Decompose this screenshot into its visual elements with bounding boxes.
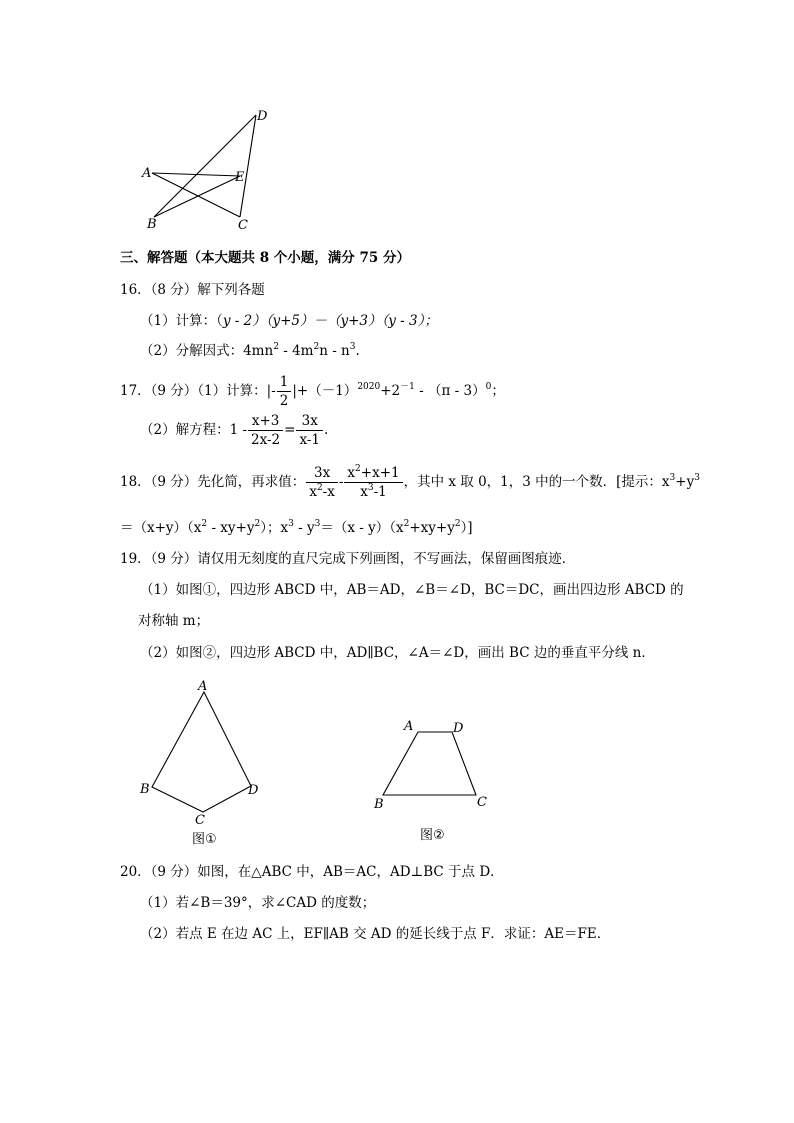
segment-AC — [152, 173, 240, 217]
fraction — [248, 412, 283, 449]
q18-tail: +y — [675, 474, 695, 490]
term: x — [309, 484, 317, 500]
q16-part1-prefix: （1）计算：（ — [140, 313, 223, 329]
label-E: E — [235, 170, 245, 185]
fraction-denominator: 2 — [279, 393, 289, 409]
q16-part2-term: - 4m — [278, 343, 314, 359]
label-D: D — [248, 783, 259, 798]
term: ＝（x+y）（x — [120, 520, 202, 536]
figure-1-kite — [135, 675, 275, 850]
fraction-numerator: x+3 — [248, 412, 283, 431]
q18-line1 — [120, 462, 700, 502]
quadrilateral-ABCD — [152, 692, 251, 812]
label-B: B — [147, 217, 157, 232]
fraction-numerator: 3x — [296, 412, 323, 431]
label-B: B — [374, 797, 384, 812]
term: -1 — [373, 484, 387, 500]
caption-figure-1: 图① — [192, 832, 217, 847]
figure-2-trapezoid — [365, 712, 500, 847]
q17-part2 — [140, 411, 328, 449]
minus-sign: - — [338, 474, 344, 490]
term: ）；x — [260, 520, 289, 536]
exponent: 2 — [454, 519, 461, 529]
exponent: 2020 — [357, 382, 381, 392]
exponent: 3 — [349, 342, 356, 352]
fraction-denominator: 2x-2 — [251, 432, 281, 448]
q16-part2-end: . — [355, 343, 360, 359]
fraction-denominator: x-1 — [299, 432, 320, 448]
label-A: A — [404, 719, 414, 734]
q17-end: ； — [491, 383, 505, 399]
fraction-denominator — [344, 483, 402, 501]
segment-DC — [240, 115, 256, 217]
q19-heading: 19．（9 分）请仅用无刻度的直尺完成下列画图，不写画法，保留画图痕迹． — [120, 551, 576, 567]
fraction — [344, 464, 402, 501]
q18-line2 — [120, 519, 473, 537]
q19-part1-line1: （1）如图①，四边形 ABCD 中，AB＝AD，∠B＝∠D，BC＝DC，画出四边形 ABCD 的 — [140, 582, 684, 598]
q19-part2: （2）如图②，四边形 ABCD 中，AD∥BC，∠A＝∠D，画出 BC 边的垂直平分线 n． — [140, 645, 655, 661]
term: - y — [293, 520, 315, 536]
exponent: 3 — [669, 473, 676, 483]
exponent: 0 — [485, 382, 492, 392]
fraction-numerator: 1 — [277, 373, 292, 392]
q20-part1: （1）若∠B＝39°，求∠CAD 的度数； — [140, 895, 376, 911]
fraction — [306, 464, 338, 501]
q20-heading: 20．（9 分）如图，在△ABC 中，AB＝AC，AD⊥BC 于点 D． — [120, 864, 504, 880]
fraction-denominator — [306, 483, 338, 501]
fraction-one-half — [277, 373, 292, 410]
label-D: D — [453, 721, 464, 736]
term: - xy+y — [207, 520, 255, 536]
label-C: C — [195, 813, 205, 828]
segment-BD — [154, 115, 256, 217]
label-B: B — [140, 782, 150, 797]
label-D: D — [257, 109, 268, 124]
q16-part1-body: y - 2）（y+5）－（y+3）（y - 3）； — [222, 313, 438, 329]
q20-part2: （2）若点 E 在边 AC 上，EF∥AB 交 AD 的延长线于点 F．求证：AE＝FE． — [140, 926, 611, 942]
quadrilateral-ABCD — [383, 732, 476, 795]
exponent: 3 — [314, 519, 321, 529]
q17-part2-prefix: （2）解方程：1 - — [140, 422, 248, 438]
q16-part2 — [140, 342, 360, 360]
fraction-numerator — [344, 464, 402, 483]
exponent: 2 — [254, 519, 261, 529]
q18-heading: 18．（9 分）先化简，再求值： — [120, 474, 306, 490]
exponent: 2 — [403, 519, 410, 529]
term: x — [347, 465, 356, 481]
term: ）] — [460, 520, 473, 536]
q17-term: |+（－1） — [292, 383, 358, 399]
exponent: 3 — [694, 473, 700, 483]
exponent: 2 — [273, 342, 279, 352]
exponent: 3 — [367, 483, 374, 493]
q16-part2-prefix: （2）分解因式：4mn — [140, 343, 274, 359]
exponent: 2 — [313, 342, 320, 352]
exponent: 2 — [355, 464, 361, 474]
label-C: C — [238, 218, 248, 233]
exponent: 3 — [288, 519, 294, 529]
term: x — [360, 484, 368, 500]
fraction — [296, 412, 323, 449]
exponent: －1 — [400, 382, 415, 392]
label-C: C — [477, 795, 487, 810]
q19-part1-line2: 对称轴 m； — [138, 613, 210, 629]
caption-figure-2: 图② — [420, 828, 445, 843]
equals-sign: = — [284, 422, 296, 438]
q17-part2-end: . — [324, 422, 329, 438]
exponent: 2 — [316, 483, 323, 493]
q17-heading: 17．（9 分）（1）计算：| — [120, 383, 272, 399]
q17-term: - （π - 3） — [414, 383, 486, 399]
q16-heading: 16．（8 分）解下列各题 — [120, 282, 265, 298]
fraction-numerator: 3x — [306, 464, 338, 483]
q17-part1 — [120, 372, 505, 410]
exponent: 2 — [201, 519, 208, 529]
figure-top-triangles — [130, 100, 280, 235]
term: +xy+y — [409, 520, 455, 536]
q18-tail: ，其中 x 取 0，1，3 中的一个数．[提示：x — [403, 474, 670, 490]
q17-term: +2 — [380, 383, 401, 399]
section-title: 三、解答题（本大题共 8 个小题，满分 75 分） — [120, 250, 410, 266]
term: ＝（x - y）（x — [320, 520, 404, 536]
term: -x — [322, 484, 335, 500]
label-A: A — [142, 166, 152, 181]
q16-part2-term: n - n — [319, 343, 350, 359]
term: +x+1 — [360, 465, 400, 481]
minus-sign: - — [271, 383, 276, 399]
q16-part1 — [140, 312, 438, 330]
label-A: A — [198, 679, 208, 694]
